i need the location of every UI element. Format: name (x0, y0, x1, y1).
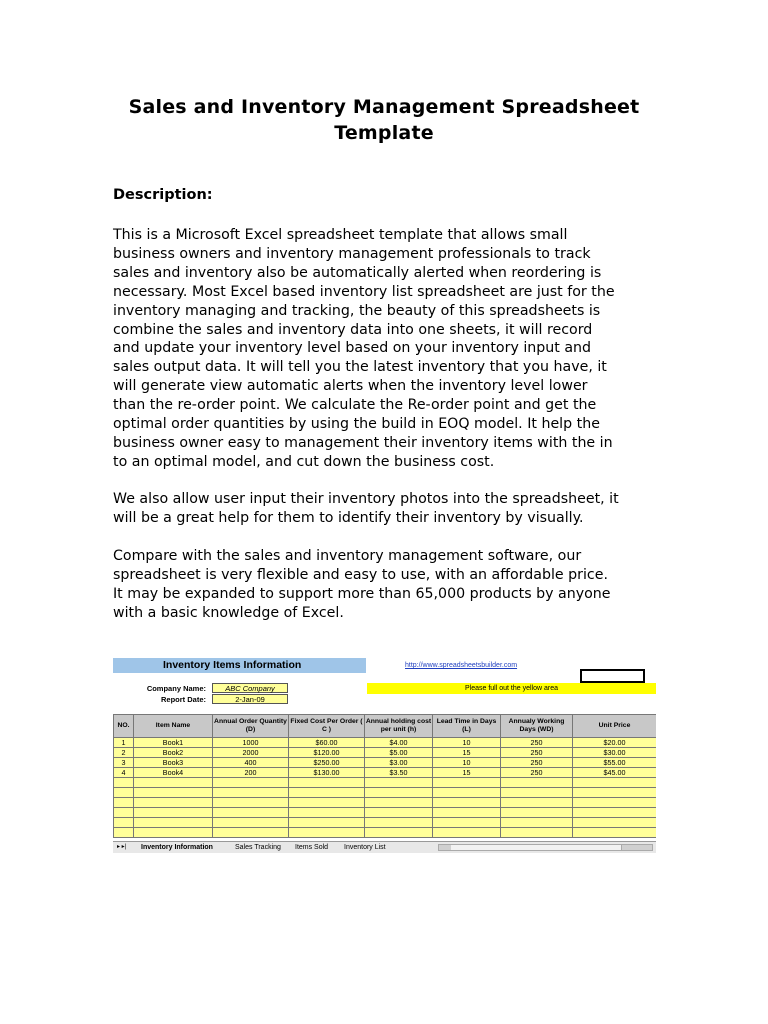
empty-row (114, 788, 657, 798)
cell[interactable]: 250 (501, 738, 573, 748)
cell[interactable]: 2 (114, 748, 134, 758)
text-line: with a basic knowledge of Excel. (113, 604, 344, 621)
cell[interactable]: Book2 (134, 748, 213, 758)
text-line: business owners and inventory management professionals to track (113, 245, 591, 262)
document-title (100, 94, 668, 146)
header-cell: Fixed Cost Per Order ( C ) (289, 715, 365, 738)
cell[interactable]: 15 (433, 748, 501, 758)
company-label: Company Name: (146, 684, 206, 693)
inventory-table (113, 714, 656, 838)
cell[interactable]: 3 (114, 758, 134, 768)
text-line: inventory managing and tracking, the beauty of this spreadsheets is (113, 302, 601, 319)
empty-row (114, 828, 657, 838)
cell[interactable]: 400 (213, 758, 289, 768)
empty-row (114, 808, 657, 818)
cell[interactable]: Book1 (134, 738, 213, 748)
header-cell: Unit Price (573, 715, 657, 738)
cell[interactable]: $250.00 (289, 758, 365, 768)
cell[interactable]: 4 (114, 768, 134, 778)
cell[interactable]: 250 (501, 758, 573, 768)
table-row (114, 738, 657, 748)
fill-note: Please full out the yellow area (367, 683, 656, 694)
cell[interactable]: 250 (501, 768, 573, 778)
text-line: sales and inventory also be automatically alerted when reordering is (113, 264, 602, 281)
cell[interactable]: Book3 (134, 758, 213, 768)
table-row (114, 748, 657, 758)
cell[interactable]: $120.00 (289, 748, 365, 758)
company-value-text: ABC Company (225, 684, 275, 693)
text-line: Compare with the sales and inventory management software, our (113, 548, 582, 564)
text-line: will be a great help for them to identify their inventory by visually. (113, 509, 584, 526)
cell[interactable]: 1000 (213, 738, 289, 748)
date-value[interactable]: 2-Jan-09 (212, 694, 288, 704)
cell[interactable]: 250 (501, 748, 573, 758)
title-line-2: Template (334, 122, 434, 144)
cell[interactable]: 15 (433, 768, 501, 778)
text-line: We also allow user input their inventory photos into the spreadsheet, it (113, 491, 619, 507)
tab-sales-tracking[interactable]: Sales Tracking (235, 844, 281, 851)
sheet-title: Inventory Items Information (163, 659, 302, 671)
paragraph-3 (113, 547, 673, 623)
tab-nav-arrows-icon[interactable]: ▸ ▸| (117, 844, 127, 850)
cell[interactable]: $45.00 (573, 768, 657, 778)
empty-row (114, 798, 657, 808)
header-cell: Annualy Working Days (WD) (501, 715, 573, 738)
header-row (114, 715, 657, 738)
text-line: necessary. Most Excel based inventory list spreadsheet are just for the (113, 283, 615, 300)
scrollbar-thumb[interactable] (451, 845, 622, 850)
cell[interactable]: $30.00 (573, 748, 657, 758)
table-row (114, 758, 657, 768)
sheet-tab-bar (113, 841, 656, 853)
description-heading: Description: (113, 187, 213, 203)
cell[interactable]: $3.00 (365, 758, 433, 768)
cell[interactable]: $55.00 (573, 758, 657, 768)
paragraph-2 (113, 490, 673, 528)
website-link[interactable]: http://www.spreadsheetsbuilder.com (405, 662, 518, 669)
cell[interactable]: $4.00 (365, 738, 433, 748)
cell[interactable]: $20.00 (573, 738, 657, 748)
paragraph-1 (113, 226, 673, 472)
company-value[interactable] (212, 683, 288, 693)
header-cell: Lead Time in Days (L) (433, 715, 501, 738)
spreadsheet-screenshot (113, 656, 656, 854)
cell[interactable]: $60.00 (289, 738, 365, 748)
text-line: to an optimal model, and cut down the business cost. (113, 453, 495, 470)
selected-cell[interactable] (580, 669, 645, 683)
table-row (114, 768, 657, 778)
tab-items-sold[interactable]: Items Sold (295, 844, 329, 851)
cell[interactable]: 10 (433, 738, 501, 748)
text-line: than the re-order point. We calculate the Re-order point and get the (113, 397, 597, 414)
text-line: optimal order quantities by using the build in EOQ model. It help the (113, 416, 600, 433)
header-cell: NO. (114, 715, 134, 738)
text-line: This is a Microsoft Excel spreadsheet template that allows small (113, 227, 568, 243)
cell[interactable]: $130.00 (289, 768, 365, 778)
text-line: sales output data. It will tell you the latest inventory that you have, it (113, 359, 607, 376)
tab-inventory-list[interactable]: Inventory List (344, 844, 386, 851)
text-line: will generate view automatic alerts when the inventory level lower (113, 378, 588, 395)
cell[interactable]: $5.00 (365, 748, 433, 758)
cell[interactable]: Book4 (134, 768, 213, 778)
tab-inventory-information[interactable]: Inventory Information (141, 844, 213, 851)
empty-row (114, 778, 657, 788)
text-line: business owner easy to management their inventory items with the in (113, 434, 613, 451)
empty-row (114, 818, 657, 828)
cell[interactable]: 10 (433, 758, 501, 768)
header-cell: Item Name (134, 715, 213, 738)
cell[interactable]: 2000 (213, 748, 289, 758)
cell[interactable]: $3.50 (365, 768, 433, 778)
text-line: It may be expanded to support more than 65,000 products by anyone (113, 585, 611, 602)
cell[interactable]: 200 (213, 768, 289, 778)
header-cell: Annual Order Quantity (D) (213, 715, 289, 738)
cell[interactable]: 1 (114, 738, 134, 748)
date-label: Report Date: (160, 695, 206, 704)
text-line: combine the sales and inventory data into one sheets, it will record (113, 321, 593, 338)
text-line: spreadsheet is very flexible and easy to use, with an affordable price. (113, 566, 608, 583)
title-line-1: Sales and Inventory Management Spreadsheet (128, 96, 640, 118)
text-line: and update your inventory level based on your inventory input and (113, 340, 592, 357)
header-cell: Annual holding cost per unit (h) (365, 715, 433, 738)
horizontal-scrollbar[interactable] (438, 844, 653, 851)
